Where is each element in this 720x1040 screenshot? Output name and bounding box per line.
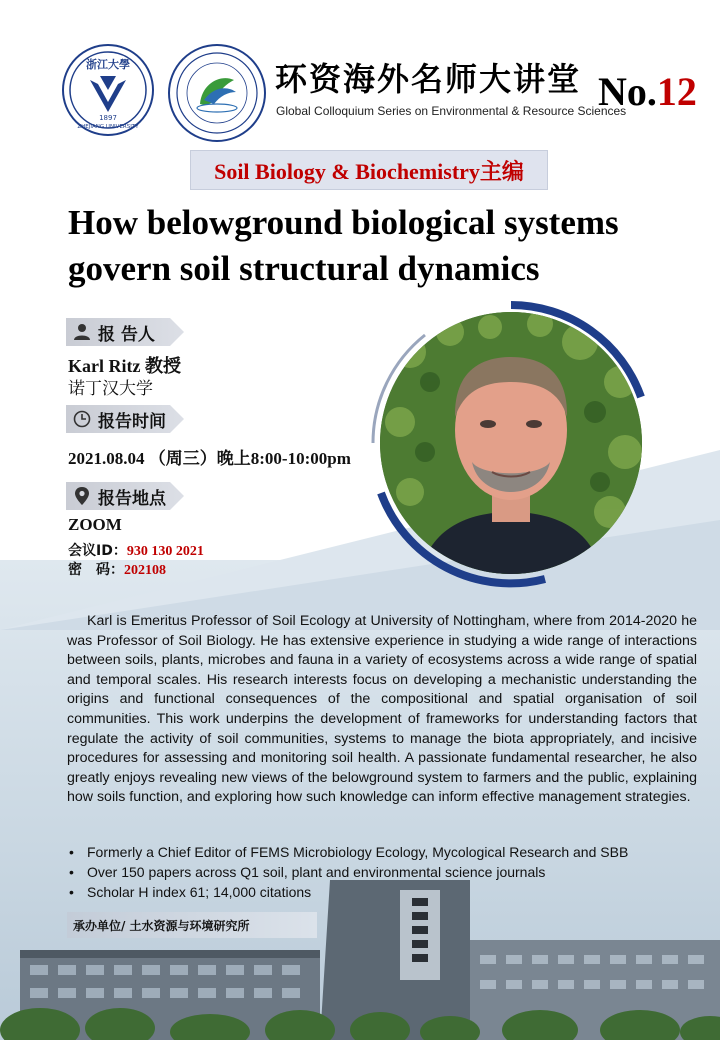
zhejiang-university-logo bbox=[62, 44, 154, 136]
journal-editor-banner: Soil Biology & Biochemistry主编 bbox=[190, 150, 548, 190]
meeting-platform: ZOOM bbox=[68, 515, 122, 534]
meeting-id-label: 会议ID： bbox=[68, 543, 127, 559]
location-section-label bbox=[66, 482, 166, 510]
password-label: 密 码： bbox=[68, 562, 124, 578]
leaf-globe-icon bbox=[170, 46, 264, 140]
password-row bbox=[68, 559, 166, 579]
series-title-cn: 环资海外名师大讲堂 bbox=[275, 60, 582, 98]
campus-building-image bbox=[0, 880, 720, 1040]
issue-number bbox=[598, 68, 697, 115]
map-pin-icon bbox=[70, 484, 94, 508]
talk-title: How belowground biological systems govern soil structural dynamics bbox=[68, 203, 619, 288]
speaker-section-label bbox=[66, 318, 155, 346]
speaker-label: 报 告人 bbox=[98, 324, 155, 345]
time-label: 报告时间 bbox=[98, 411, 166, 432]
time-section-label bbox=[66, 405, 166, 433]
speaker-affiliation: 诺丁汉大学 bbox=[68, 379, 153, 399]
speaker-photo bbox=[380, 312, 642, 574]
list-item: • Over 150 papers across Q1 soil, plant and environmental science journals bbox=[67, 862, 687, 882]
college-env-resource-logo bbox=[168, 44, 266, 142]
svg-text:1897: 1897 bbox=[99, 114, 117, 122]
clock-icon bbox=[70, 407, 94, 431]
speaker-name: Karl Ritz 教授 bbox=[68, 356, 181, 376]
zju-emblem-icon bbox=[64, 46, 152, 134]
speaker-portrait-image bbox=[380, 312, 642, 574]
series-title-en: Global Colloquium Series on Environmental & Resource Sciences bbox=[276, 104, 627, 118]
issue-number-prefix: No. bbox=[598, 69, 657, 114]
svg-text:浙江大學: 浙江大學 bbox=[86, 58, 130, 71]
meeting-id-value: 930 130 2021 bbox=[126, 544, 204, 559]
highlights-list bbox=[67, 842, 687, 902]
host-organizer: 承办单位/ 土水资源与环境研究所 bbox=[67, 912, 317, 938]
talk-datetime: 2021.08.04 （周三）晚上8:00-10:00pm bbox=[68, 449, 351, 468]
location-label: 报告地点 bbox=[98, 488, 166, 509]
list-item: • Formerly a Chief Editor of FEMS Microbiology Ecology, Mycological Research and SBB bbox=[67, 842, 687, 862]
meeting-id-row bbox=[68, 540, 204, 560]
svg-text:ZHEJIANG UNIVERSITY: ZHEJIANG UNIVERSITY bbox=[77, 124, 139, 130]
list-item: • Scholar H index 61; 14,000 citations bbox=[67, 882, 687, 902]
issue-number-value: 12 bbox=[656, 69, 697, 114]
speaker-bio: Karl is Emeritus Professor of Soil Ecology at University of Nottingham, where from 2014-2020 he was Professor of Soil Biology. He has extensive experience in studying a wide range of interactions between soils, plants, microbes and fauna in a variety of ecosystems across a wide range of spatial and temporal scales. His research interests focus on developing a mechanistic understanding the origins and functional consequences of the compositional and spatial organisation of soil communities. This work underpins the development of frameworks for understanding factors that regulate the activity of soil communities, systems to manage the biota appropriately, and incisive procedures for assessing and monitoring soil health. A passionate fundamental researcher, he also greatly enjoys revealing new views of the belowground system to farmers and the public, explaining how soils function, and exploring how such knowledge can inform effective management strategies. bbox=[67, 613, 697, 806]
person-icon bbox=[70, 320, 94, 344]
password-value: 202108 bbox=[124, 563, 166, 578]
